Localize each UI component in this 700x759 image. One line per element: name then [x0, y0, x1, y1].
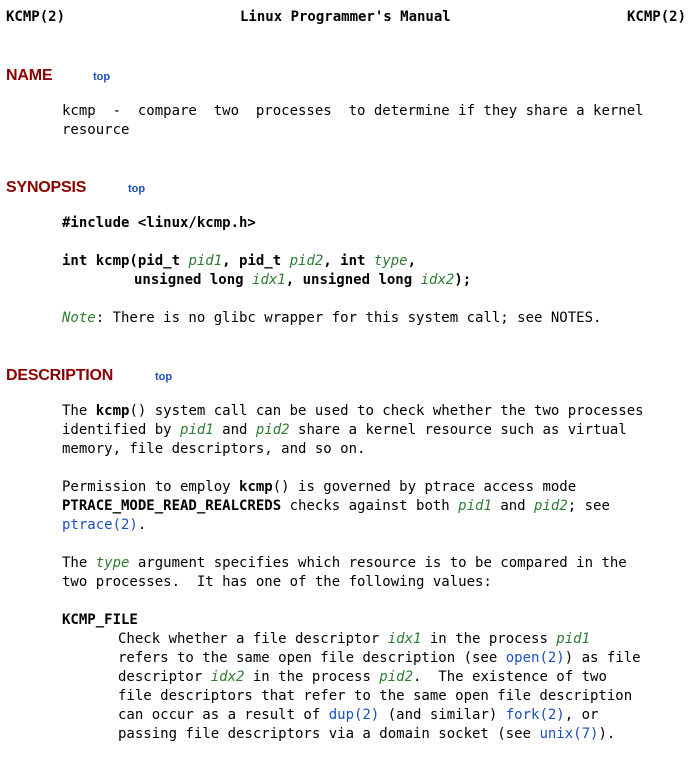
- kcmp-file-line-4: file descriptors that refer to the same open file description: [118, 688, 633, 704]
- header-right: KCMP(2): [627, 9, 687, 25]
- top-link-name[interactable]: top: [93, 71, 111, 83]
- text: , or: [564, 707, 599, 723]
- text: argument specifies which resource is to be compared in the: [129, 555, 627, 571]
- desc-p3-line-2: two processes. It has one of the following values:: [62, 574, 492, 590]
- param-pid2: pid2: [379, 669, 414, 685]
- synopsis-prototype-line-2: [134, 271, 471, 290]
- param-type: type: [95, 555, 130, 571]
- text: Check whether a file descriptor: [118, 631, 388, 647]
- desc-p1-line-1: [62, 402, 644, 421]
- text: () system call can be used to check whether the two processes: [129, 403, 644, 419]
- param-idx1: idx1: [252, 272, 286, 288]
- text: The: [62, 555, 96, 571]
- param-pid2: pid2: [289, 253, 324, 269]
- top-link-description[interactable]: top: [155, 371, 173, 383]
- text: passing file descriptors via a domain socket (see: [118, 726, 540, 742]
- param-pid1: pid1: [556, 631, 591, 647]
- text: () is governed by ptrace access mode: [272, 479, 577, 495]
- synopsis-include: #include <linux/kcmp.h>: [62, 215, 256, 231]
- section-title-synopsis: SYNOPSIS: [6, 179, 87, 196]
- func-kcmp: kcmp: [239, 479, 273, 495]
- text: .: [137, 517, 147, 533]
- link-fork[interactable]: fork(2): [505, 707, 565, 723]
- note-label: Note: [62, 310, 96, 326]
- synopsis-note: [62, 309, 601, 328]
- proto-text: , pid_t: [222, 253, 290, 269]
- name-line-1: kcmp - compare two processes to determine if they share a kernel: [62, 103, 644, 119]
- param-idx2: idx2: [210, 669, 245, 685]
- kcmp-file-line-6: [118, 725, 615, 744]
- proto-text: int kcmp(pid_t: [62, 253, 189, 269]
- param-idx2: idx2: [420, 272, 455, 288]
- text: . The existence of two: [413, 669, 607, 685]
- proto-text: , int: [323, 253, 374, 269]
- text: ) as file: [564, 650, 641, 666]
- kcmp-file-line-3: [118, 668, 607, 687]
- desc-p2-line-1: [62, 478, 576, 497]
- note-text: : There is no glibc wrapper for this system call; see NOTES.: [95, 310, 602, 326]
- top-link-synopsis[interactable]: top: [128, 183, 146, 195]
- param-pid2: pid2: [255, 422, 290, 438]
- name-line-2: resource: [62, 122, 130, 138]
- text: in the process: [421, 631, 557, 647]
- proto-text: );: [454, 272, 472, 288]
- text: share a kernel resource such as virtual: [289, 422, 627, 438]
- text: refers to the same open file description (see: [118, 650, 506, 666]
- desc-p3-line-1: [62, 554, 627, 573]
- link-open[interactable]: open(2): [505, 650, 565, 666]
- kcmp-file-line-2: [118, 649, 641, 668]
- text: (and similar): [379, 707, 506, 723]
- ptrace-mode-constant: PTRACE_MODE_READ_REALCREDS: [62, 498, 282, 514]
- func-kcmp: kcmp: [95, 403, 130, 419]
- param-pid1: pid1: [188, 253, 223, 269]
- text: ).: [598, 726, 616, 742]
- text: The: [62, 403, 96, 419]
- desc-p2-line-2: [62, 497, 610, 516]
- text: can occur as a result of: [118, 707, 329, 723]
- synopsis-prototype-line-1: [62, 252, 416, 271]
- text: in the process: [244, 669, 380, 685]
- param-pid2: pid2: [534, 498, 568, 514]
- text: and: [213, 422, 256, 438]
- header-left: KCMP(2): [6, 9, 66, 25]
- link-unix[interactable]: unix(7): [539, 726, 599, 742]
- proto-text: , unsigned long: [285, 272, 421, 288]
- text: checks against both: [281, 498, 459, 514]
- param-idx1: idx1: [387, 631, 422, 647]
- param-pid1: pid1: [458, 498, 492, 514]
- desc-p2-line-3: [62, 516, 146, 535]
- section-title-description: DESCRIPTION: [6, 367, 114, 384]
- desc-p1-line-2: [62, 421, 627, 440]
- text: Permission to employ: [62, 479, 240, 495]
- term-kcmp-file: KCMP_FILE: [62, 612, 138, 628]
- param-type: type: [373, 253, 408, 269]
- link-ptrace[interactable]: ptrace(2): [62, 517, 138, 533]
- text: descriptor: [118, 669, 211, 685]
- kcmp-file-line-5: [118, 706, 598, 725]
- text: ; see: [567, 498, 610, 514]
- link-dup[interactable]: dup(2): [328, 707, 380, 723]
- desc-p1-line-3: memory, file descriptors, and so on.: [62, 441, 366, 457]
- param-pid1: pid1: [180, 422, 214, 438]
- text: and: [491, 498, 535, 514]
- proto-text: ,: [407, 253, 417, 269]
- section-title-name: NAME: [6, 67, 53, 84]
- proto-text: unsigned long: [134, 272, 253, 288]
- text: identified by: [62, 422, 181, 438]
- header-center: Linux Programmer's Manual: [240, 9, 451, 25]
- kcmp-file-line-1: [118, 630, 590, 649]
